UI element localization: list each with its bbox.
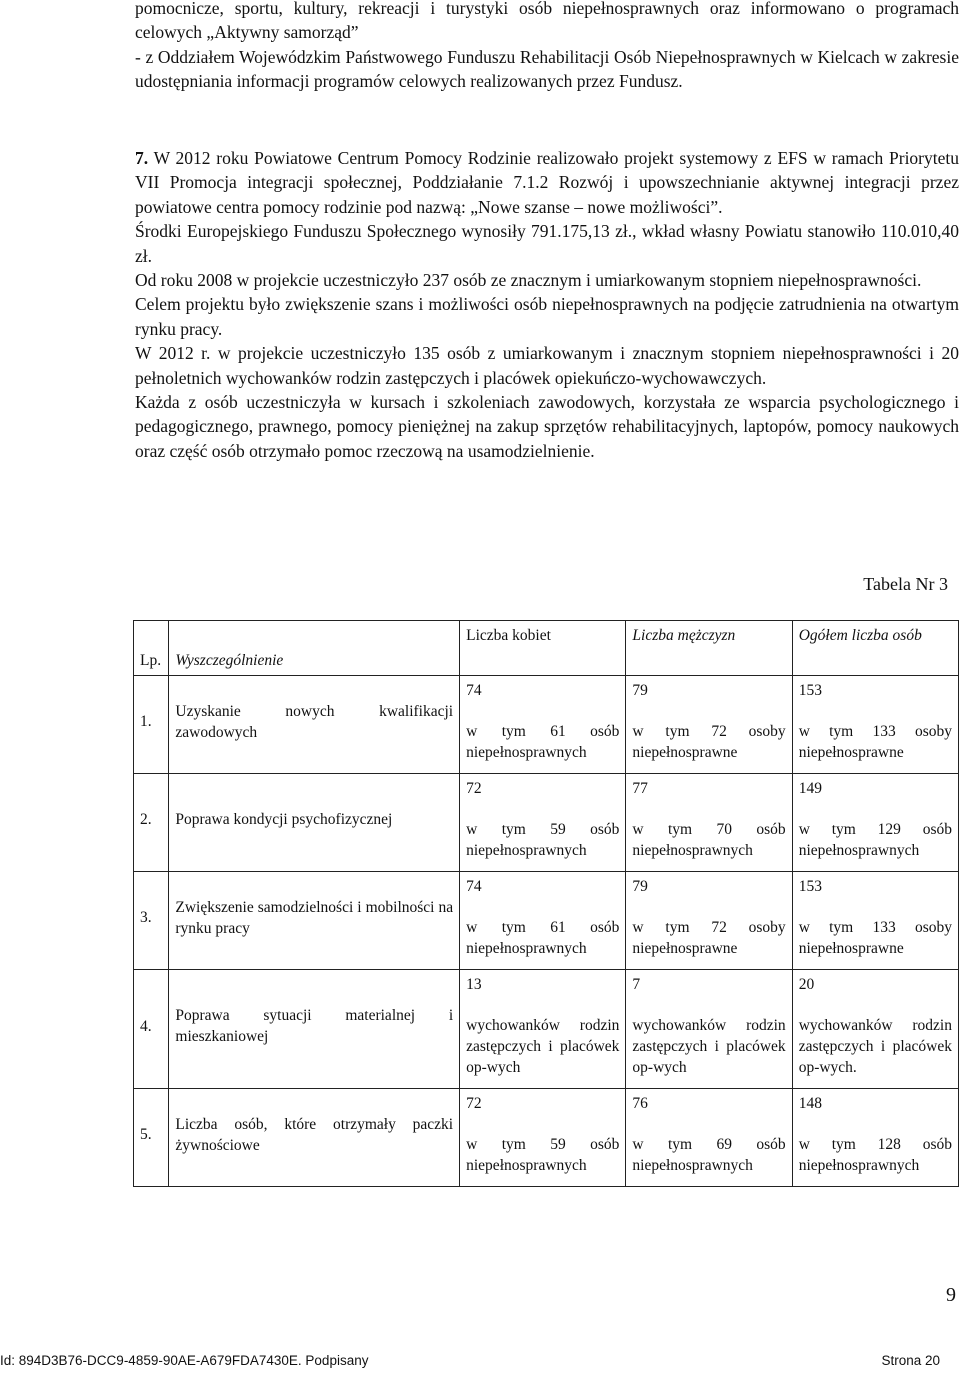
value-detail: w tym 72 osoby niepełnosprawne (632, 919, 786, 957)
table-header-row (134, 621, 959, 676)
value: 149 (798, 780, 822, 797)
header-ogolem: Ogółem liczba osób (792, 621, 958, 676)
value: 7 (632, 976, 641, 993)
value-detail: w tym 59 osób niepełnosprawnych (466, 1136, 620, 1174)
row-ogolem (792, 872, 958, 970)
row-mezczyzni (626, 774, 792, 872)
value-detail: wychowanków rodzin zastępczych i placówek op-wych (466, 1017, 620, 1076)
row-kobiety (460, 676, 626, 774)
intro-block (135, 0, 959, 94)
section-7-paragraph-4: Celem projektu było zwiększenie szans i możliwości osób niepełnosprawnych na podjęcie zatrudnienia na otwartym rynku pracy. (135, 294, 959, 339)
section-number: 7. (135, 148, 149, 168)
row-description: Uzyskanie nowych kwalifikacji zawodowych (169, 676, 460, 774)
row-kobiety (460, 872, 626, 970)
section-7 (135, 146, 959, 463)
row-mezczyzni (626, 970, 792, 1089)
row-description: Liczba osób, które otrzymały paczki żywnościowe (169, 1089, 460, 1187)
value-detail: w tym 133 osoby niepełnosprawne (798, 723, 952, 761)
section-7-paragraph-1 (135, 146, 959, 219)
section-7-paragraph-5: W 2012 r. w projekcie uczestniczyło 135 osób z umiarkowanym i znacznym stopniem niepełnosprawności i 20 pełnoletnich wychowanków rodzin zastępczych i placówek opiekuńczo-wychowawczych. (135, 343, 959, 388)
value: 79 (632, 682, 648, 699)
row-ogolem (792, 1089, 958, 1187)
value-detail: w tym 72 osoby niepełnosprawne (632, 723, 786, 761)
value: 13 (466, 976, 482, 993)
value-detail: w tym 128 osób niepełnosprawnych (798, 1136, 952, 1174)
row-kobiety (460, 1089, 626, 1187)
footer-page-label: Strona 20 (881, 1353, 940, 1368)
value: 20 (798, 976, 815, 993)
section-7-paragraph-2: Środki Europejskiego Funduszu Społecznego wynosiły 791.175,13 zł., wkład własny Powiatu stanowiło 110.010,40 zł. (135, 221, 959, 266)
header-lp: Lp. (134, 621, 169, 676)
row-mezczyzni (626, 676, 792, 774)
value: 148 (798, 1095, 822, 1112)
value: 79 (632, 878, 648, 895)
value-detail: w tym 61 osób niepełnosprawnych (466, 919, 620, 957)
row-ogolem (792, 970, 958, 1089)
section-7-paragraph-6: Każda z osób uczestniczyła w kursach i szkoleniach zawodowych, korzystała ze wsparcia psychologicznego i pedagogicznego, prawnego, pomocy pieniężnej na zakup sprzętów rehabilitacyjnych, laptopów, pomocy naukowych oraz część osób otrzymało pomoc rzeczową na usamodzielnienie. (135, 392, 959, 461)
value: 77 (632, 780, 648, 797)
row-kobiety (460, 774, 626, 872)
row-lp: 1. (134, 676, 169, 774)
row-lp: 2. (134, 774, 169, 872)
table-row (134, 872, 959, 970)
value: 153 (798, 878, 822, 895)
table-caption: Tabela Nr 3 (863, 574, 948, 594)
value-detail: w tym 129 osób niepełnosprawnych (798, 821, 952, 859)
section-7-text-1: W 2012 roku Powiatowe Centrum Pomocy Rodzinie realizowało projekt systemowy z EFS w ramach Priorytetu VII Promocja integracji społecznej, Poddziałanie 7.1.2 Rozwój i upowszechnianie aktywnej integracji przez powiatowe centra pomocy rodzinie pod nazwą: „Nowe szanse – nowe możliwości”. (135, 148, 959, 217)
footer-document-id: Id: 894D3B76-DCC9-4859-90AE-A679FDA7430E. Podpisany (0, 1353, 369, 1368)
row-lp: 5. (134, 1089, 169, 1187)
header-wyszczegolnienie: Wyszczególnienie (169, 621, 460, 676)
value: 76 (632, 1095, 648, 1112)
row-description: Poprawa kondycji psychofizycznej (169, 774, 460, 872)
row-description: Zwiększenie samodzielności i mobilności na rynku pracy (169, 872, 460, 970)
value: 72 (466, 1095, 482, 1112)
value-detail: w tym 61 osób niepełnosprawnych (466, 723, 620, 761)
row-ogolem (792, 676, 958, 774)
table-row (134, 970, 959, 1089)
value-detail: w tym 133 osoby niepełnosprawne (798, 919, 952, 957)
value-detail: wychowanków rodzin zastępczych i placówek op-wych. (798, 1017, 952, 1076)
header-mezczyzni: Liczba mężczyzn (626, 621, 792, 676)
page-number: 9 (946, 1284, 956, 1306)
intro-paragraph-1: pomocnicze, sportu, kultury, rekreacji i turystyki osób niepełnosprawnych oraz informowano o programach celowych „Aktywny samorząd” (135, 0, 959, 43)
value-detail: w tym 69 osób niepełnosprawnych (632, 1136, 786, 1174)
row-ogolem (792, 774, 958, 872)
section-7-paragraph-3: Od roku 2008 w projekcie uczestniczyło 237 osób ze znacznym i umiarkowanym stopniem niepełnosprawności. (135, 270, 922, 291)
value: 74 (466, 682, 482, 699)
row-description: Poprawa sytuacji materialnej i mieszkaniowej (169, 970, 460, 1089)
value: 74 (466, 878, 482, 895)
row-mezczyzni (626, 1089, 792, 1187)
value-detail: w tym 70 osób niepełnosprawnych (632, 821, 786, 859)
table-row (134, 774, 959, 872)
row-lp: 4. (134, 970, 169, 1089)
table-row (134, 1089, 959, 1187)
row-kobiety (460, 970, 626, 1089)
intro-paragraph-2: - z Oddziałem Wojewódzkim Państwowego Funduszu Rehabilitacji Osób Niepełnosprawnych w Kielcach w zakresie udostępniania informacji programów celowych realizowanych przez Fundusz. (135, 46, 959, 92)
header-kobiety: Liczba kobiet (460, 621, 626, 676)
row-lp: 3. (134, 872, 169, 970)
row-mezczyzni (626, 872, 792, 970)
table-row (134, 676, 959, 774)
value: 72 (466, 780, 482, 797)
value: 153 (798, 682, 822, 699)
value-detail: wychowanków rodzin zastępczych i placówek op-wych (632, 1017, 786, 1076)
value-detail: w tym 59 osób niepełnosprawnych (466, 821, 620, 859)
data-table (133, 620, 959, 1187)
